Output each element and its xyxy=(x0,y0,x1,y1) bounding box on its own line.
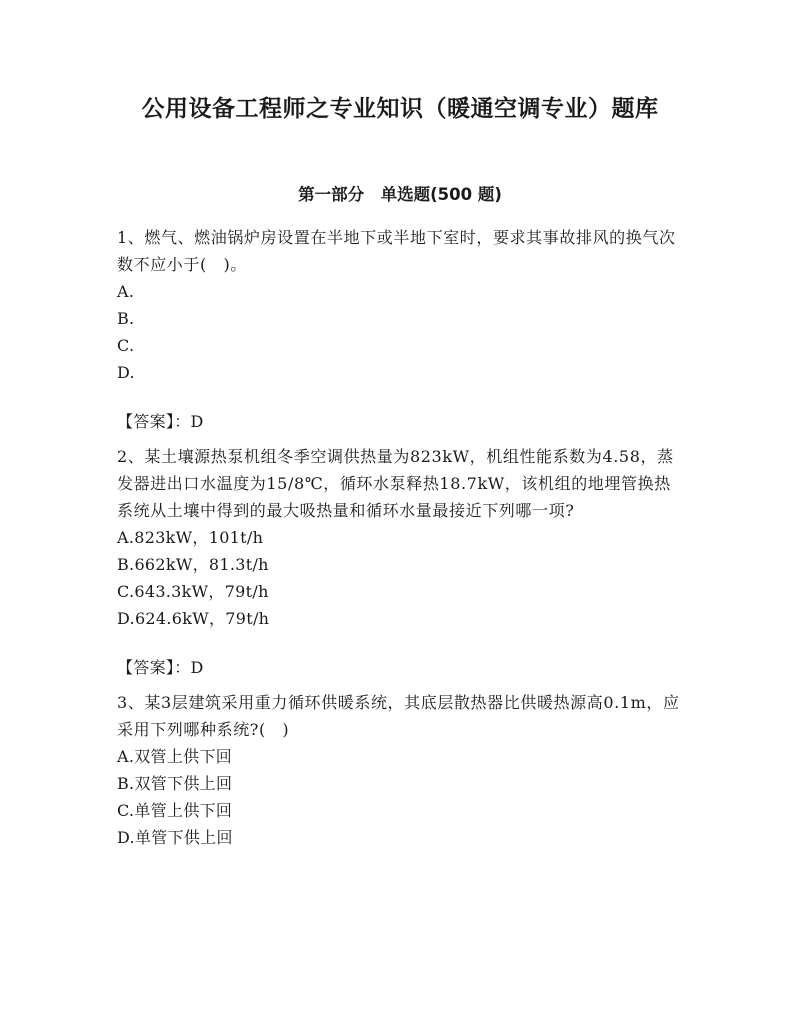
question-1 xyxy=(117,224,685,435)
option-d: D. xyxy=(117,363,135,382)
option-d: D.单管下供上回 xyxy=(117,828,233,847)
option-b: B.662kW，81.3t/h xyxy=(117,555,269,574)
option-b: B.双管下供上回 xyxy=(117,774,233,793)
option-b: B. xyxy=(117,309,135,328)
option-a: A. xyxy=(117,282,135,301)
question-stem: 1、燃气、燃油锅炉房设置在半地下或半地下室时，要求其事故排风的换气次数不应小于( )。 xyxy=(117,228,676,274)
answer-line: 【答案】：D xyxy=(117,658,204,677)
question-stem: 3、某3层建筑采用重力循环供暖系统，其底层散热器比供暖热源高0.1m，应采用下列哪种系统?( ) xyxy=(117,693,680,739)
option-c: C.643.3kW，79t/h xyxy=(117,582,269,601)
document-title: 公用设备工程师之专业知识（暖通空调专业）题库 xyxy=(141,95,659,122)
answer-line: 【答案】：D xyxy=(117,412,204,431)
option-a: A.823kW，101t/h xyxy=(117,528,264,547)
option-a: A.双管上供下回 xyxy=(117,747,233,766)
option-c: C.单管上供下回 xyxy=(117,801,233,820)
question-2 xyxy=(117,443,685,681)
option-d: D.624.6kW，79t/h xyxy=(117,609,270,628)
option-list xyxy=(117,524,685,632)
option-list xyxy=(117,278,685,386)
question-list xyxy=(117,224,685,851)
option-list xyxy=(117,743,685,851)
question-stem: 2、某土壤源热泵机组冬季空调供热量为823kW，机组性能系数为4.58，蒸发器进出口水温度为15/8℃，循环水泵释热18.7kW，该机组的地埋管换热系统从土壤中得到的最大吸热量和循环水量最接近下列哪一项? xyxy=(117,447,674,520)
option-c: C. xyxy=(117,336,135,355)
question-3 xyxy=(117,689,685,851)
section-title: 第一部分 单选题(500 题) xyxy=(298,185,502,204)
